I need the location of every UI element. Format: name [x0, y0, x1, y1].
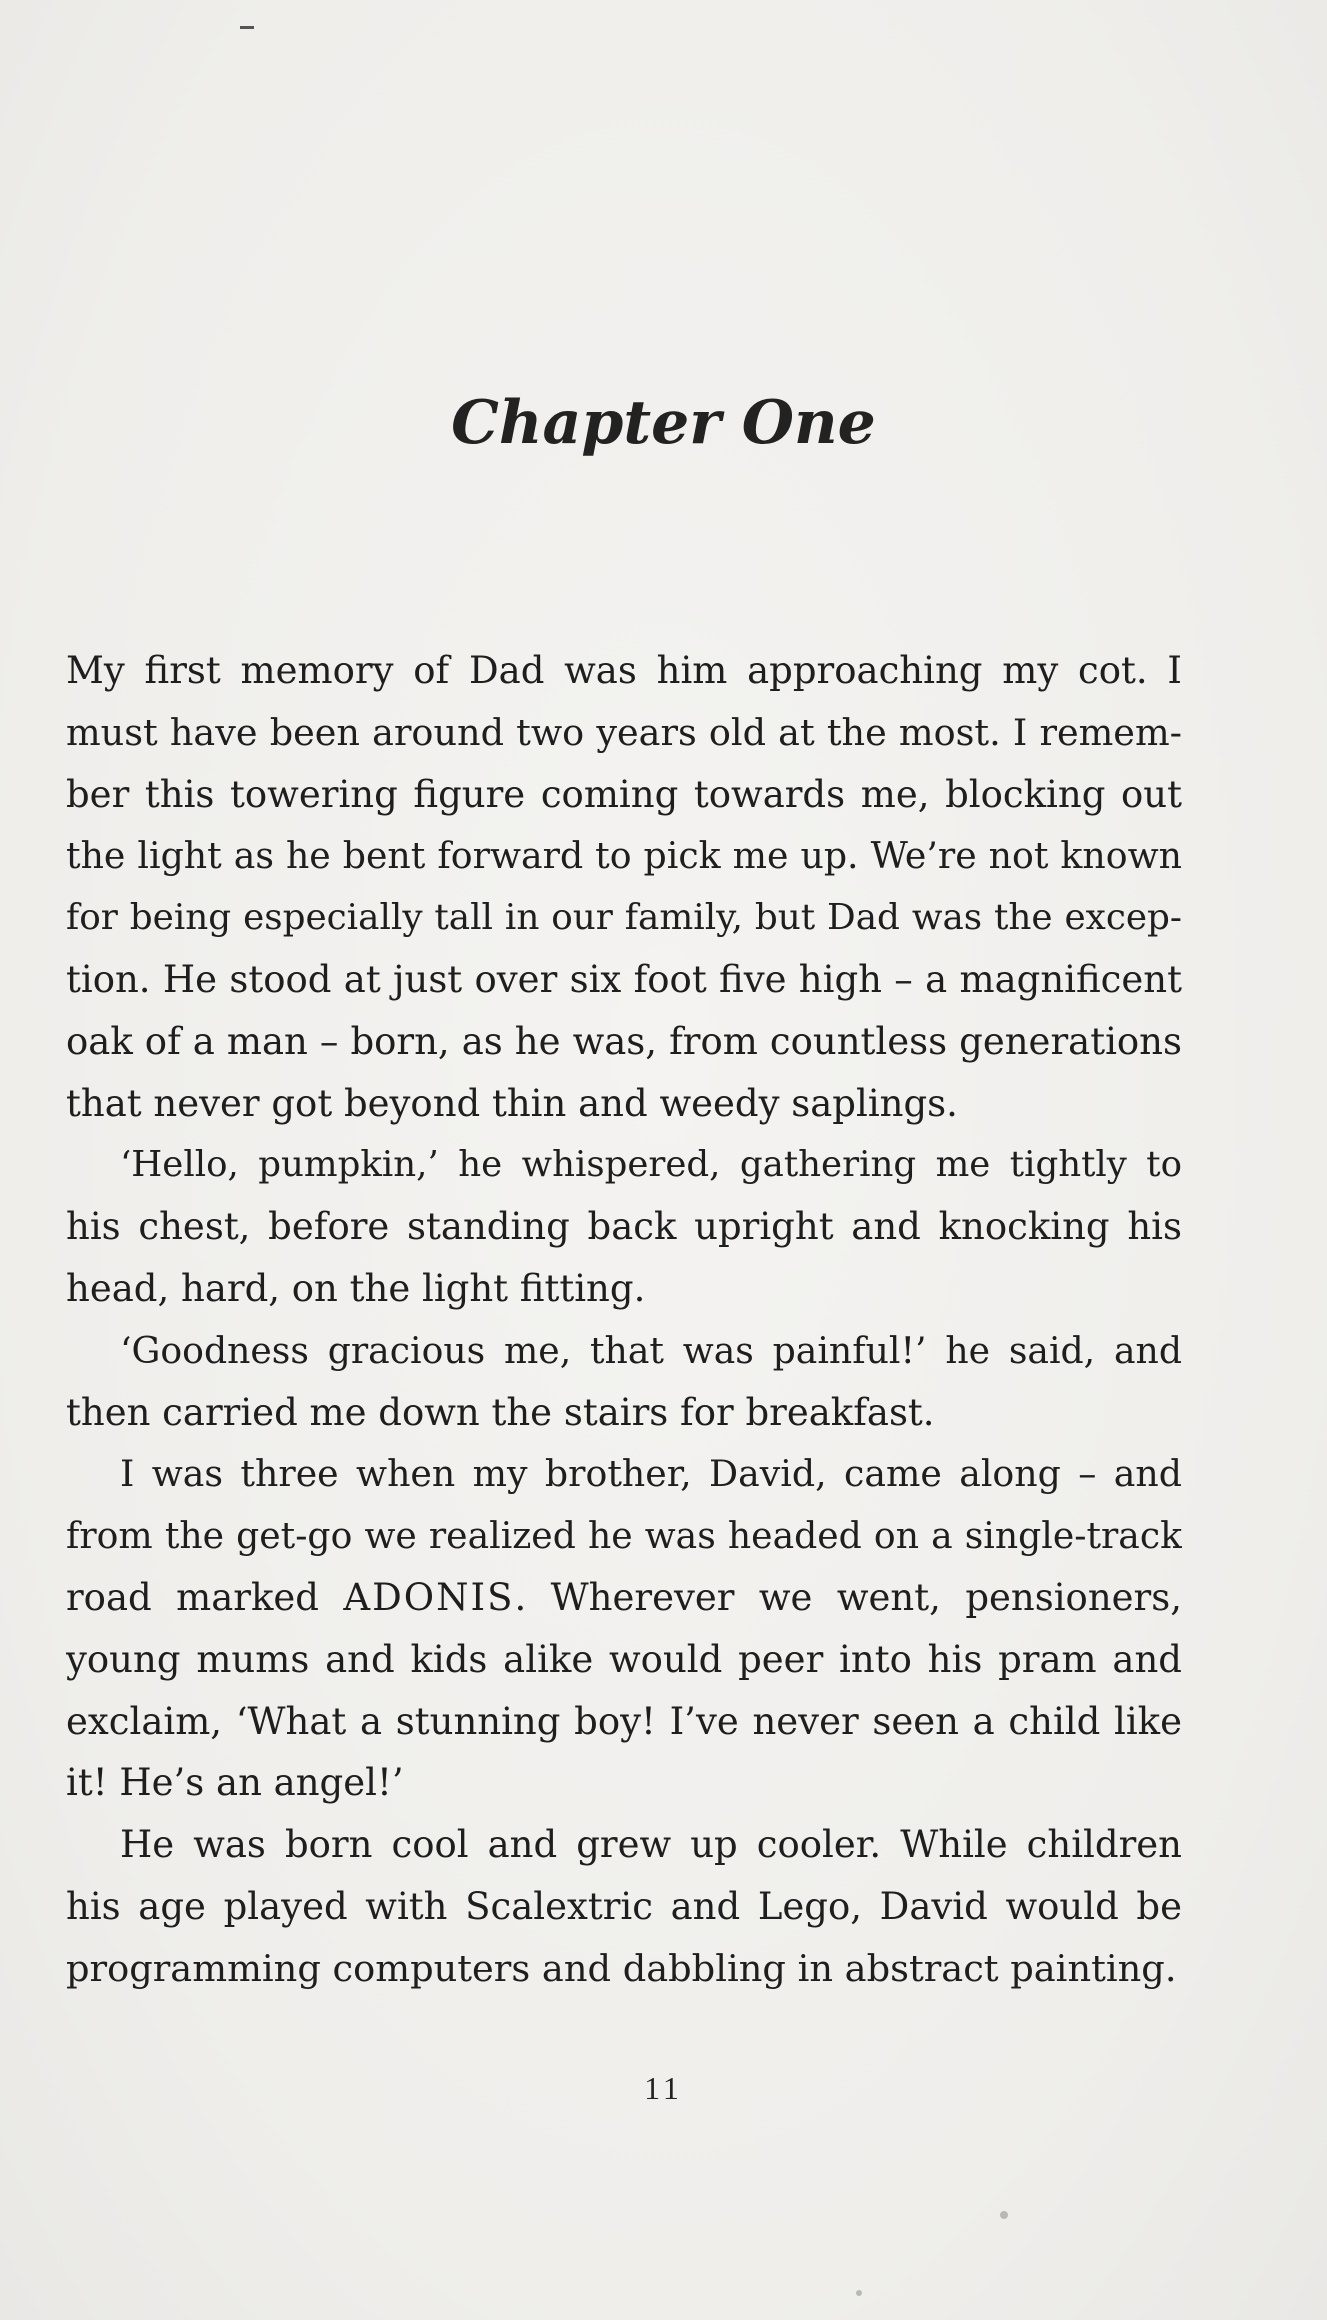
text-line: ‘Hello, pumpkin,’ he whispered, gathering me tightly to: [120, 1144, 1182, 1186]
text-line: oak of a man – born, as he was, from countless generations: [66, 1019, 1182, 1063]
small-caps-word: ADONIS: [343, 1575, 515, 1619]
text-line: young mums and kids alike would peer into his pram and: [66, 1637, 1182, 1681]
body-text: [66, 640, 1182, 2000]
text-fragment: . Wherever we went, pensioners,: [514, 1575, 1182, 1619]
text-line: his age played with Scalextric and Lego, David would be: [66, 1884, 1182, 1928]
print-mark: [240, 26, 254, 29]
paper-speck: [1000, 2211, 1008, 2219]
text-line: He was born cool and grew up cooler. While children: [120, 1823, 1182, 1867]
page-number: 11: [644, 2070, 683, 2106]
text-line: then carried me down the stairs for breakfast.: [66, 1390, 935, 1434]
text-fragment: road marked: [66, 1575, 319, 1619]
text-line-compound: [66, 1567, 1182, 1629]
text-line: ber this towering figure coming towards me, blocking out: [66, 772, 1182, 816]
text-line: programming computers and dabbling in abstract painting.: [66, 1946, 1177, 1990]
text-line: head, hard, on the light fitting.: [66, 1266, 646, 1310]
paper-speck: [856, 2290, 862, 2296]
chapter-title: Chapter One: [451, 388, 876, 458]
text-line: tion. He stood at just over six foot five high – a magnificent: [66, 957, 1182, 1001]
text-line: from the get-go we realized he was headed on a single-track: [66, 1514, 1182, 1558]
text-line: My first memory of Dad was him approaching my cot. I: [66, 649, 1182, 692]
text-line: his chest, before standing back upright and knocking his: [66, 1205, 1182, 1249]
text-line: I was three when my brother, David, came along – and: [120, 1452, 1182, 1496]
text-line: ‘Goodness gracious me, that was painful!’ he said, and: [120, 1328, 1182, 1372]
text-line: it! He’s an angel!’: [66, 1761, 404, 1805]
text-line: exclaim, ‘What a stunning boy! I’ve never seen a child like: [66, 1699, 1182, 1743]
text-line: that never got beyond thin and weedy saplings.: [66, 1081, 958, 1125]
text-line: for being especially tall in our family, but Dad was the excep-: [66, 897, 1182, 939]
text-line: the light as he bent forward to pick me up. We’re not known: [66, 834, 1182, 878]
text-line: must have been around two years old at the most. I remem-: [66, 710, 1182, 754]
